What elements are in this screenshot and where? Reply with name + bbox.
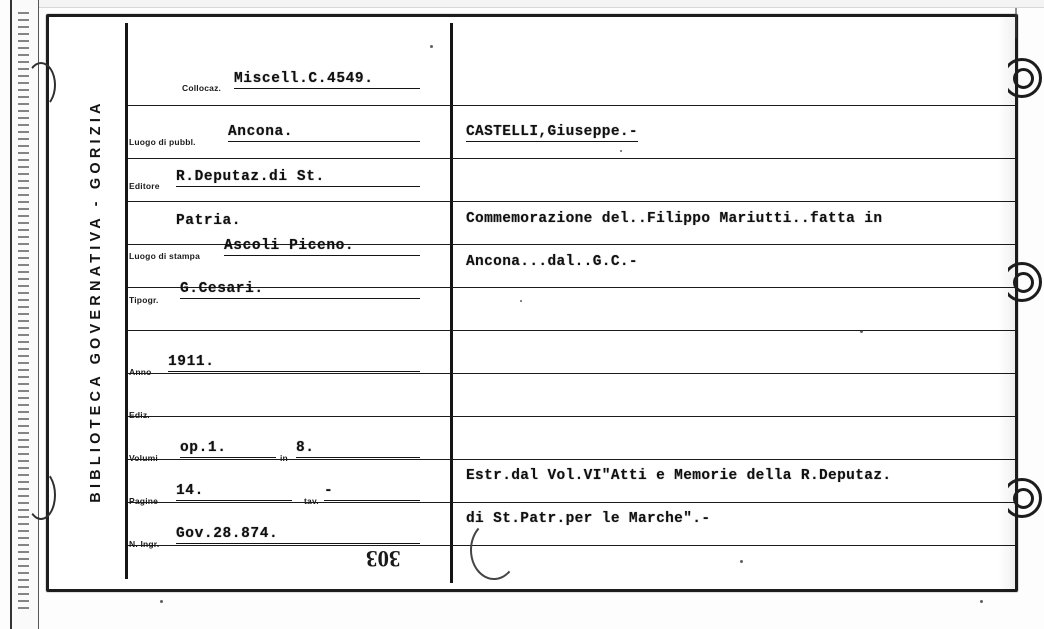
scan-artifact-curl-bottom [26,470,56,520]
label-tavole: tav. [304,496,319,506]
label-volumi: Volumi [129,453,158,463]
rule-line [128,373,1015,374]
pencil-inventory-number: 303 [366,546,401,571]
label-luogo-pubblicazione: Luogo di pubbl. [129,137,196,147]
value-luogo-stampa[interactable]: Ascoli Piceno. [224,238,420,256]
value-tavole[interactable]: - [324,483,420,501]
catalogue-card [46,14,1018,592]
value-tipografo[interactable]: G.Cesari. [180,281,420,299]
value-anno[interactable]: 1911. [168,354,420,372]
rule-line [128,330,1015,331]
binder-ring-bottom-inner [1013,488,1034,509]
value-editore[interactable]: R.Deputaz.di St. [176,169,420,187]
entry-author[interactable]: CASTELLI,Giuseppe.- [466,124,638,140]
binder-ring-middle-inner [1013,272,1034,293]
value-editore-continuation[interactable]: Patria. [176,213,242,229]
label-editore: Editore [129,181,160,191]
label-edizione: Ediz. [129,410,150,420]
scan-top-edge [36,0,1044,8]
rule-line [128,502,1015,503]
scan-speck [740,560,743,563]
scan-artifact-curl-center [470,520,518,580]
binder-ring-top-inner [1013,68,1034,89]
rule-line [128,545,1015,546]
value-volumi[interactable]: op.1. [180,440,276,458]
scan-speck [160,600,163,603]
rule-line [128,459,1015,460]
scan-speck [430,45,433,48]
rule-line [128,201,1015,202]
rule-line [128,416,1015,417]
scan-speck [860,330,863,333]
entry-line-1[interactable]: Commemorazione del..Filippo Mariutti..fatta in [466,211,883,227]
value-luogo-pubblicazione[interactable]: Ancona. [228,124,420,142]
scan-smudge [1015,8,1017,38]
label-numero-ingresso: N. Ingr. [129,539,160,549]
label-luogo-stampa: Luogo di stampa [129,251,200,261]
value-numero-ingresso[interactable]: Gov.28.874. [176,526,420,544]
label-volumi-in: in [280,453,288,463]
entry-line-2[interactable]: Ancona...dal..G.C.- [466,254,638,270]
label-pagine: Pagine [129,496,159,506]
label-anno: Anno [129,367,152,377]
label-collocazione: Collocaz. [182,83,222,93]
scan-speck [980,600,983,603]
rule-line [128,158,1015,159]
form-area [128,23,1015,583]
value-pagine[interactable]: 14. [176,483,292,501]
entry-line-3[interactable]: Estr.dal Vol.VI"Atti e Memorie della R.Deputaz. [466,468,892,484]
scan-speck [520,300,522,302]
library-name-text: BIBLIOTECA GOVERNATIVA - GORIZIA [88,99,104,503]
scan-artifact-curl-top [26,62,56,108]
scan-speck [620,150,622,152]
library-name-band [67,23,128,579]
entry-line-4[interactable]: di St.Patr.per le Marche".- [466,511,711,527]
value-collocazione[interactable]: Miscell.C.4549. [234,71,420,89]
rule-line [128,105,1015,106]
value-volumi-formato[interactable]: 8. [296,440,420,458]
label-tipografo: Tipogr. [129,295,159,305]
